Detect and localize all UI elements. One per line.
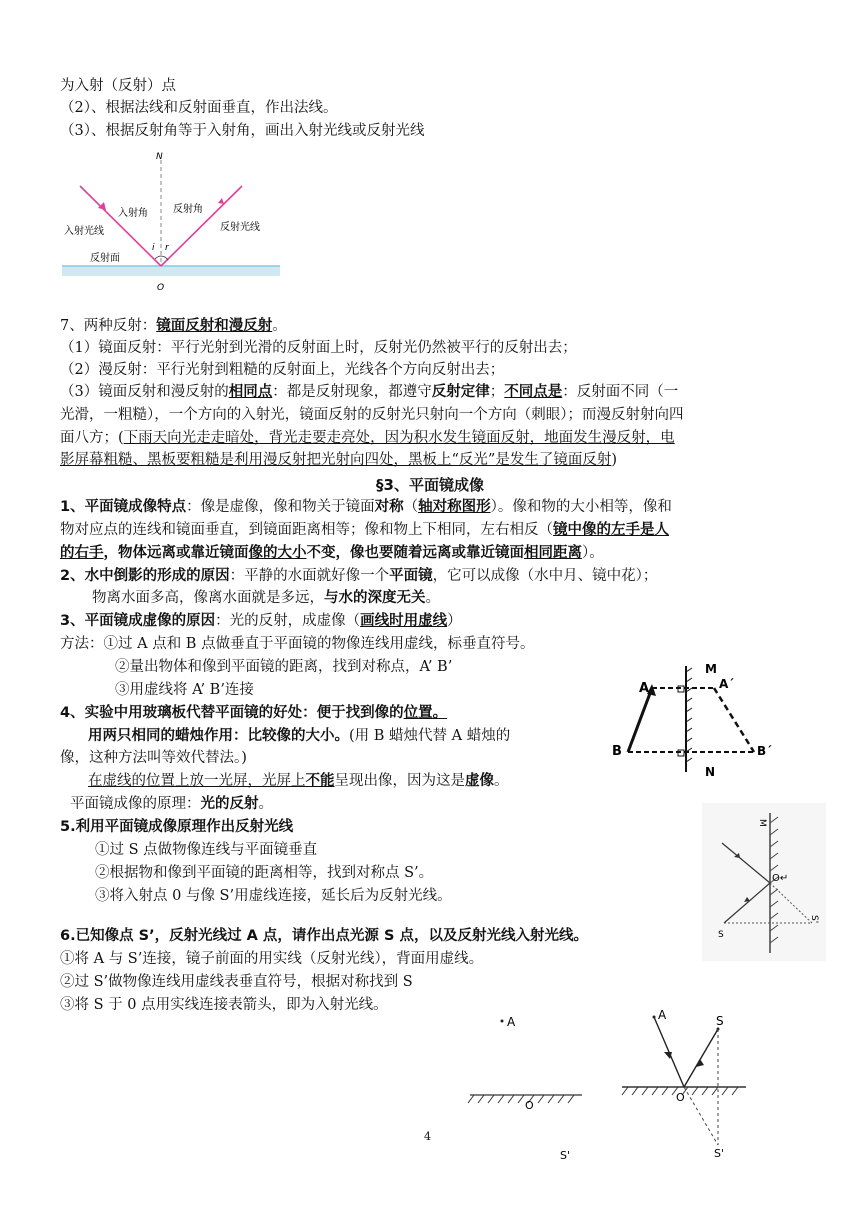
label-s: S: [716, 1014, 724, 1028]
text-line: ③将 S 于 0 点用实线连接表箭头，即为入射光线。: [60, 997, 388, 1013]
text-line: （1）镜面反射：平行光射到光滑的反射面上时，反射光仍然被平行的反射出去；: [60, 340, 577, 356]
text-line: 的右手，物体远离或靠近镜面像的大小不变，像也要随着远离或靠近镜面相同距离）。: [60, 545, 604, 561]
label-s-prime: S': [560, 1149, 571, 1162]
text-line: ①将 A 与 S’连接，镜子前面的用实线（反射光线），背面用虚线。: [60, 951, 484, 967]
solution-diagram: [618, 1003, 752, 1165]
incident-ray-label: 入射光线: [64, 226, 104, 237]
text-line: ②过 S’做物像连线用虚线表垂直符号，根据对称找到 S: [60, 974, 413, 990]
label-o: O: [525, 1099, 534, 1112]
label-m: M: [705, 662, 717, 676]
point-o-label: O: [157, 283, 165, 293]
text-line: 用两只相同的蜡烛作用：比较像的大小。(用 B 蜡烛代替 A 蜡烛的: [88, 728, 511, 744]
text-line: ③用虚线将 A’ B’连接: [115, 682, 254, 698]
text-line: 方法：①过 A 点和 B 点做垂直于平面镜的物像连线用虚线，标垂直符号。: [60, 636, 535, 652]
mirror-image-diagram: [606, 660, 806, 785]
section-heading: §3、平面镜成像: [376, 476, 484, 494]
text-line: 物对应点的连线和镜面垂直，到镜面距离相等；像和物上下相同，左右相反（镜中像的左手是人: [60, 522, 669, 538]
label-a: A: [658, 1008, 667, 1022]
normal-label: N: [156, 152, 163, 162]
label-b-prime: B´: [757, 744, 773, 758]
reflection-angle-label: 反射角: [173, 204, 203, 215]
text-line: 3、平面镜成虚像的原因：光的反射，成虚像（画线时用虚线）: [60, 613, 462, 629]
text-line: （2）、根据法线和反射面垂直，作出法线。: [60, 100, 338, 116]
label-b: B: [612, 744, 622, 759]
text-line: ②量出物体和像到平面镜的距离，找到对称点，A’ B’: [115, 659, 453, 675]
text-line: ②根据物和像到平面镜的距离相等，找到对称点 S’。: [95, 865, 434, 881]
label-o: O: [676, 1091, 685, 1104]
label-a: A: [639, 681, 650, 696]
image-ab: [714, 688, 754, 752]
reflection-diagram: [60, 148, 282, 298]
text-line: 为入射（反射）点: [60, 78, 176, 94]
i-label: i: [152, 243, 155, 253]
label-a-prime: A´: [719, 677, 735, 691]
surface-label: 反射面: [90, 253, 120, 264]
label-n: N: [705, 765, 716, 779]
text-line: ①过 S 点做物像连线与平面镜垂直: [95, 842, 318, 858]
label-a: A: [507, 1015, 516, 1029]
text-line: 像，这种方法叫等效代替法。): [60, 750, 247, 766]
text-line: 平面镜成像的原理：光的反射。: [70, 796, 273, 812]
object-ab: [628, 688, 652, 752]
label-o: O↵: [772, 873, 789, 884]
label-s-prime: S': [714, 1147, 725, 1160]
text-line: 6.已知像点 S’，反射光线过 A 点，请作出点光源 S 点，以及反射光线入射光线。: [60, 928, 588, 944]
text-line: ③将入射点 0 与像 S’用虚线连接，延长后为反射光线。: [95, 888, 452, 904]
text-line: 在虚线的位置上放一光屏，光屏上不能呈现出像，因为这是虚像。: [88, 773, 509, 789]
incident-angle-label: 入射角: [118, 208, 148, 219]
text-line: （3）镜面反射和漫反射的相同点：都是反射现象，都遵守反射定律；不同点是：反射面不同（一: [60, 384, 679, 400]
text-line: 2、水中倒影的形成的原因：平静的水面就好像一个平面镜，它可以成像（水中月、镜中花）；: [60, 568, 658, 584]
text-line: 物离水面多高，像离水面就是多远，与水的深度无关。: [92, 590, 440, 606]
text-line: 4、实验中用玻璃板代替平面镜的好处：便于找到像的位置。: [60, 705, 448, 721]
text-line: （3）、根据反射角等于入射角，画出入射光线或反射光线: [60, 123, 425, 139]
reflection-surface: [62, 266, 280, 276]
label-s-prime: S': [809, 915, 819, 924]
label-s: S: [718, 930, 724, 940]
r-label: r: [165, 243, 169, 253]
text-line: 7、两种反射：镜面反射和漫反射。: [60, 318, 287, 334]
text-line: 光滑，一粗糙），一个方向的入射光，镜面反射的反射光只射向一个方向（刺眼）；而漫反射射向四: [60, 407, 684, 423]
reflected-ray-label: 反射光线: [220, 222, 260, 233]
page-number: 4: [424, 1130, 431, 1143]
label-m: M: [757, 819, 767, 827]
reflected-ray-construction-diagram: [702, 803, 826, 961]
text-line: （2）漫反射：平行光射到粗糙的反射面上，光线各个方向反射出去；: [60, 362, 505, 378]
text-line: 面八方；(下雨天向光走走暗处，背光走要走亮处，因为积水发生镜面反射，地面发生漫反射，电: [60, 430, 675, 446]
text-line: 1、平面镜成像特点：像是虚像，像和物关于镜面对称（轴对称图形）。像和物的大小相等，像和: [60, 499, 672, 515]
text-line: 影屏幕粗糙、黑板要粗糙是利用漫反射把光射向四处，黑板上“反光”是发生了镜面反射): [60, 452, 617, 468]
text-line: 5.利用平面镜成像原理作出反射光线: [60, 819, 294, 835]
problem-diagram: [462, 1005, 590, 1165]
